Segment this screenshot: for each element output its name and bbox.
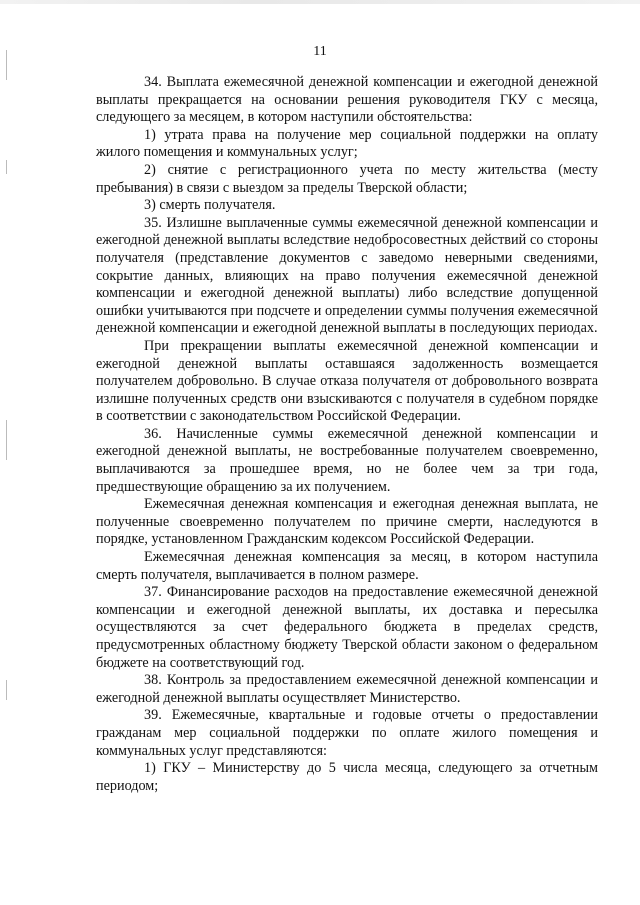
paragraph-35-continued: При прекращении выплаты ежемесячной денежной компенсации и ежегодной денежной выплаты оставшаяся задолженность возмещается получателем добровольно. В случае отказа получателя от добровольного возврата излишне полученных средств они взыскиваются с получателя в судебном порядке в соответствии с законодательством Российской Федерации. [96,337,598,425]
paragraph-36-inheritance: Ежемесячная денежная компенсация и ежегодная денежная выплата, не полученные своевременно получателем по причине смерти, наследуются в порядке, установленном Гражданским кодексом Российской Федерации. [96,496,598,548]
paragraph-39-item-1: 1) ГКУ – Министерству до 5 числа месяца, следующего за отчетным периодом; [96,760,598,794]
scan-left-edge-marks [6,40,8,860]
document-body [96,74,598,795]
paragraph-38: 38. Контроль за предоставлением ежемесячной денежной компенсации и ежегодной денежной выплаты осуществляет Министерство. [96,672,598,706]
paragraph-35: 35. Излишне выплаченные суммы ежемесячной денежной компенсации и ежегодной денежной выплаты вследствие недобросовестных действий со стороны получателя (представление документов с заведомо неверными сведениями, сокрытие данных, влияющих на право получения ежемесячной денежной компенсации и ежегодной денежной выплаты) либо вследствие допущенной ошибки учитываются при подсчете и определении суммы получения ежемесячной денежной компенсации и ежегодной денежной выплаты в последующих периодах. [96,214,598,337]
page-number: 11 [313,44,327,59]
paragraph-36-month-of-death: Ежемесячная денежная компенсация за месяц, в котором наступила смерть получателя, выплачивается в полном размере. [96,549,598,583]
paragraph-34: 34. Выплата ежемесячной денежной компенсации и ежегодной денежной выплаты прекращается на основании решения руководителя ГКУ с месяца, следующего за месяцем, в котором наступили обстоятельства: [96,74,598,126]
paragraph-34-item-3: 3) смерть получателя. [144,197,276,214]
scan-top-edge [0,0,640,4]
paragraph-34-item-1: 1) утрата права на получение мер социальной поддержки на оплату жилого помещения и коммунальных услуг; [96,126,598,161]
paragraph-39: 39. Ежемесячные, квартальные и годовые отчеты о предоставлении гражданам мер социальной поддержки по оплате жилого помещения и коммунальных услуг представляются: [96,707,598,759]
paragraph-36: 36. Начисленные суммы ежемесячной денежной компенсации и ежегодной денежной выплаты, не востребованные получателем своевременно, выплачиваются за прошедшее время, но не более чем за три года, предшествующие обращению за их получением. [96,425,598,495]
paragraph-34-item-2: 2) снятие с регистрационного учета по месту жительства (месту пребывания) в связи с выездом за пределы Тверской области; [96,161,598,196]
paragraph-37: 37. Финансирование расходов на предоставление ежемесячной денежной компенсации и ежегодной денежной выплаты, их доставка и пересылка осуществляются за счет федерального бюджета в пределах средств, предусмотренных областному бюджету Тверской области законом о федеральном бюджете на соответствующий год. [96,584,598,671]
